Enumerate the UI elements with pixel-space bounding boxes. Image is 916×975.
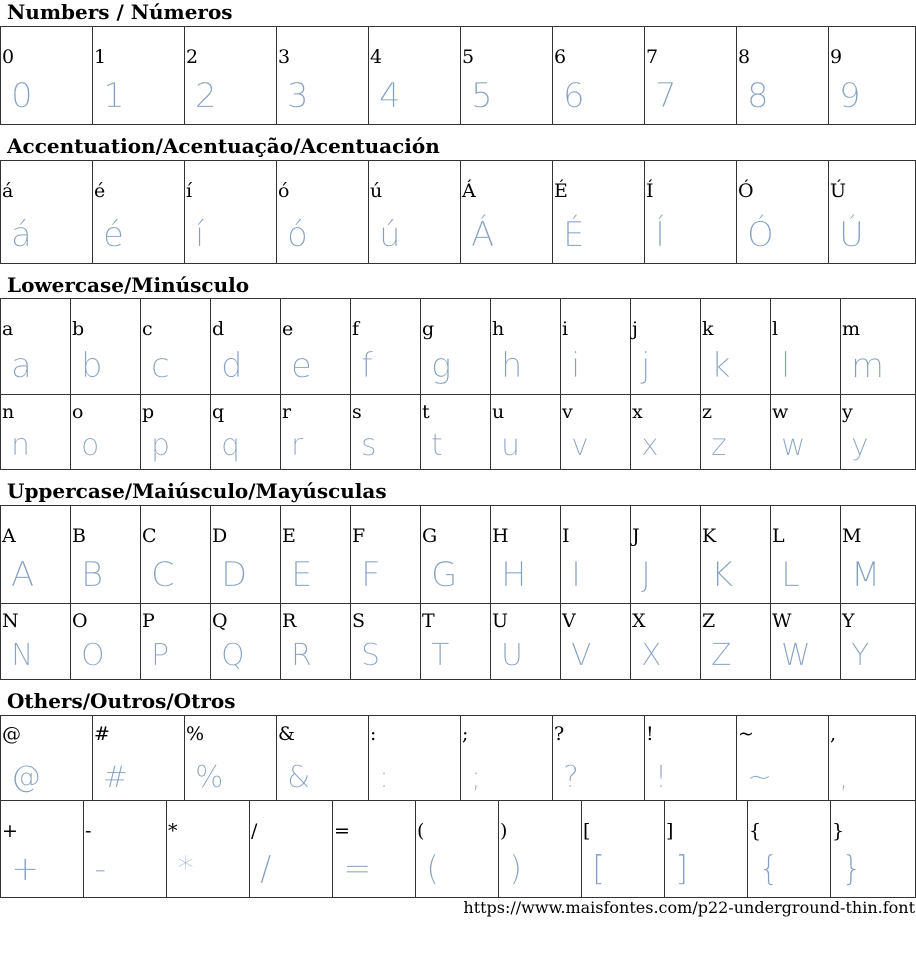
section-title-numbers: Numbers / Números [7, 0, 233, 24]
glyph-sample: 0 [11, 76, 33, 116]
glyph-sample: k [711, 346, 731, 386]
glyph-cell [368, 716, 460, 800]
glyph-cell [420, 506, 490, 603]
glyph-sample: v [571, 428, 589, 463]
glyph-cell [630, 299, 700, 394]
glyph-sample: / [260, 849, 272, 889]
glyph-sample: J [641, 555, 652, 595]
glyph-sample: P [151, 638, 170, 673]
glyph-label: I [562, 525, 570, 547]
glyph-cell [83, 801, 166, 897]
glyph-label: h [492, 318, 505, 340]
glyph-label: ( [417, 820, 425, 842]
glyph-cell [415, 801, 498, 897]
glyph-cell [700, 603, 770, 679]
source-url[interactable]: https://www.maisfontes.com/p22-underground-thin.font [463, 898, 915, 917]
glyph-label: Y [842, 610, 855, 632]
glyph-cell [140, 299, 210, 394]
glyph-sample: D [221, 555, 248, 595]
glyph-sample: 4 [379, 76, 401, 116]
glyph-cell [280, 394, 350, 469]
glyph-cell [92, 27, 184, 124]
glyph-cell [92, 716, 184, 800]
glyph-cell [560, 299, 630, 394]
glyph-label: & [278, 723, 295, 745]
glyph-sample: M [851, 555, 881, 595]
glyph-label: V [562, 610, 576, 632]
glyph-sample: * [177, 849, 194, 889]
glyph-label: Q [212, 610, 228, 632]
glyph-cell [210, 506, 280, 603]
glyph-label: ú [370, 180, 383, 202]
glyph-label: # [94, 723, 110, 745]
glyph-label: 0 [2, 46, 15, 68]
glyph-cell [0, 603, 70, 679]
glyph-label: j [632, 318, 638, 340]
glyph-sample: 7 [655, 76, 677, 116]
glyph-sample: S [361, 638, 381, 673]
glyph-row-accents [0, 160, 916, 264]
glyph-label: B [72, 525, 86, 547]
glyph-cell [70, 299, 140, 394]
glyph-sample: @ [11, 760, 41, 795]
glyph-label: g [422, 318, 435, 340]
glyph-cell [210, 299, 280, 394]
glyph-cell [368, 161, 460, 263]
glyph-label: E [282, 525, 296, 547]
glyph-label: Á [462, 180, 476, 202]
glyph-sample: i [571, 346, 581, 386]
glyph-sample: l [781, 346, 791, 386]
glyph-cell [420, 603, 490, 679]
glyph-cell [280, 603, 350, 679]
section-title-lowercase: Lowercase/Minúsculo [7, 273, 250, 297]
glyph-label: 8 [738, 46, 751, 68]
glyph-sample: F [361, 555, 381, 595]
glyph-sample: W [781, 638, 811, 673]
glyph-cell [460, 716, 552, 800]
glyph-label: o [72, 401, 84, 423]
glyph-label: R [282, 610, 297, 632]
glyph-label: ] [666, 820, 674, 842]
glyph-cell [490, 603, 560, 679]
glyph-label: M [842, 525, 862, 547]
glyph-cell [280, 506, 350, 603]
glyph-sample: w [781, 428, 806, 463]
glyph-cell [140, 506, 210, 603]
glyph-cell [770, 299, 840, 394]
glyph-cell [210, 603, 280, 679]
glyph-cell [700, 394, 770, 469]
glyph-sample: N [11, 638, 34, 673]
glyph-sample: 5 [471, 76, 493, 116]
glyph-cell [552, 716, 644, 800]
glyph-label: N [2, 610, 19, 632]
glyph-sample: 2 [195, 76, 217, 116]
glyph-sample: Ó [747, 215, 774, 255]
glyph-label: X [632, 610, 646, 632]
glyph-label: 1 [94, 46, 107, 68]
glyph-sample: s [361, 428, 377, 463]
section-title-accents: Accentuation/Acentuação/Acentuación [7, 134, 440, 158]
glyph-cell [184, 716, 276, 800]
glyph-label: W [772, 610, 792, 632]
glyph-label: @ [2, 723, 21, 745]
glyph-sample: 1 [103, 76, 125, 116]
glyph-label: 7 [646, 46, 659, 68]
glyph-sample: Á [471, 215, 495, 255]
glyph-sample: é [103, 215, 124, 255]
glyph-cell [490, 299, 560, 394]
glyph-sample: x [641, 428, 659, 463]
glyph-sample: 9 [839, 76, 861, 116]
glyph-label: w [772, 401, 789, 423]
glyph-sample: E [291, 555, 313, 595]
glyph-sample: á [11, 215, 32, 255]
glyph-sample: a [11, 346, 32, 386]
glyph-cell [840, 506, 916, 603]
glyph-label: ó [278, 180, 290, 202]
glyph-label: H [492, 525, 509, 547]
glyph-cell [70, 603, 140, 679]
glyph-cell [770, 506, 840, 603]
glyph-cell [840, 603, 916, 679]
glyph-label: 9 [830, 46, 843, 68]
glyph-label: s [352, 401, 362, 423]
glyph-sample: 3 [287, 76, 309, 116]
glyph-sample: t [431, 428, 443, 463]
glyph-sample: { [758, 849, 780, 889]
glyph-row-numbers [0, 26, 916, 125]
glyph-sample: + [11, 849, 40, 889]
glyph-label: F [352, 525, 366, 547]
glyph-cell [736, 27, 828, 124]
glyph-sample: O [81, 638, 105, 673]
glyph-sample: , [839, 760, 849, 795]
glyph-cell [350, 299, 420, 394]
glyph-cell [0, 27, 92, 124]
glyph-label: í [186, 180, 193, 202]
glyph-label: ? [554, 723, 565, 745]
glyph-cell [184, 27, 276, 124]
glyph-label: m [842, 318, 861, 340]
glyph-cell [560, 603, 630, 679]
glyph-label: n [2, 401, 15, 423]
glyph-sample: j [641, 346, 651, 386]
glyph-sample: z [711, 428, 727, 463]
glyph-sample: í [195, 215, 205, 255]
glyph-label: z [702, 401, 713, 423]
glyph-cell [828, 716, 916, 800]
glyph-label: G [422, 525, 438, 547]
section-title-uppercase: Uppercase/Maiúsculo/Mayúsculas [7, 479, 387, 503]
glyph-sample: É [563, 215, 585, 255]
glyph-label: ; [462, 723, 469, 745]
glyph-cell [460, 161, 552, 263]
glyph-label: 4 [370, 46, 383, 68]
glyph-sample: : [379, 760, 390, 795]
glyph-sample: n [11, 428, 31, 463]
glyph-sample: e [291, 346, 312, 386]
glyph-sample: p [151, 428, 171, 463]
glyph-cell [184, 161, 276, 263]
glyph-sample: U [501, 638, 523, 673]
glyph-label: r [282, 401, 292, 423]
glyph-cell [552, 161, 644, 263]
glyph-label: u [492, 401, 505, 423]
glyph-cell [490, 394, 560, 469]
glyph-cell [498, 801, 581, 897]
glyph-sample: ~ [747, 760, 773, 795]
glyph-label: % [186, 723, 205, 745]
glyph-label: f [352, 318, 360, 340]
glyph-sample: g [431, 346, 452, 386]
glyph-sample: = [343, 849, 372, 889]
glyph-sample: ; [471, 760, 482, 795]
glyph-label: Ú [830, 180, 847, 202]
glyph-label: é [94, 180, 106, 202]
glyph-sample: y [851, 428, 869, 463]
glyph-label: y [842, 401, 853, 423]
glyph-label: [ [583, 820, 591, 842]
glyph-cell [420, 394, 490, 469]
glyph-sample: # [103, 760, 129, 795]
glyph-cell [630, 394, 700, 469]
glyph-sample: Ú [839, 215, 864, 255]
glyph-row-uppercase-1 [0, 505, 916, 604]
glyph-sample: G [431, 555, 458, 595]
glyph-sample: o [81, 428, 100, 463]
glyph-label: ~ [738, 723, 754, 745]
glyph-label: * [168, 820, 178, 842]
glyph-cell [770, 394, 840, 469]
glyph-cell [350, 603, 420, 679]
glyph-label: b [72, 318, 85, 340]
glyph-cell [92, 161, 184, 263]
glyph-cell [747, 801, 830, 897]
glyph-label: J [632, 525, 640, 547]
glyph-label: A [2, 525, 16, 547]
glyph-row-lowercase-1 [0, 298, 916, 395]
glyph-cell [0, 299, 70, 394]
glyph-label: : [370, 723, 377, 745]
glyph-label: ) [500, 820, 508, 842]
glyph-label: Ó [738, 180, 754, 202]
glyph-row-others-2 [0, 800, 916, 898]
glyph-sample: ] [675, 849, 689, 889]
glyph-cell [420, 299, 490, 394]
glyph-cell [0, 506, 70, 603]
glyph-sample: ú [379, 215, 401, 255]
glyph-sample: C [151, 555, 175, 595]
glyph-cell [664, 801, 747, 897]
glyph-label: Í [646, 180, 654, 202]
glyph-label: S [352, 610, 366, 632]
glyph-label: = [334, 820, 350, 842]
glyph-label: k [702, 318, 714, 340]
glyph-sample: ! [655, 760, 668, 795]
glyph-cell [0, 801, 83, 897]
glyph-cell [70, 394, 140, 469]
glyph-label: D [212, 525, 228, 547]
glyph-label: É [554, 180, 568, 202]
glyph-row-others-1 [0, 715, 916, 801]
glyph-sample: V [571, 638, 592, 673]
glyph-label: 3 [278, 46, 291, 68]
glyph-label: ! [646, 723, 654, 745]
glyph-cell [490, 506, 560, 603]
glyph-label: C [142, 525, 157, 547]
glyph-cell [644, 27, 736, 124]
glyph-row-lowercase-2 [0, 394, 916, 470]
glyph-sample: B [81, 555, 104, 595]
glyph-cell [210, 394, 280, 469]
glyph-sample: m [851, 346, 885, 386]
glyph-label: a [2, 318, 14, 340]
glyph-cell [350, 394, 420, 469]
glyph-cell [276, 27, 368, 124]
glyph-cell [736, 716, 828, 800]
glyph-label: { [749, 820, 762, 842]
glyph-label: Z [702, 610, 716, 632]
glyph-cell [140, 394, 210, 469]
section-title-others: Others/Outros/Otros [7, 689, 236, 713]
glyph-sample: R [291, 638, 312, 673]
glyph-label: 2 [186, 46, 199, 68]
glyph-sample: d [221, 346, 243, 386]
glyph-label: i [562, 318, 569, 340]
glyph-label: / [251, 820, 258, 842]
glyph-cell [581, 801, 664, 897]
glyph-label: } [832, 820, 845, 842]
glyph-cell [830, 801, 916, 897]
glyph-cell [70, 506, 140, 603]
glyph-label: P [142, 610, 155, 632]
glyph-label: t [422, 401, 430, 423]
glyph-label: K [702, 525, 717, 547]
glyph-label: q [212, 401, 225, 423]
glyph-sample: ) [509, 849, 523, 889]
glyph-label: - [85, 820, 92, 842]
glyph-cell [770, 603, 840, 679]
glyph-sample: H [501, 555, 527, 595]
glyph-cell [630, 603, 700, 679]
glyph-label: á [2, 180, 14, 202]
glyph-cell [828, 27, 916, 124]
glyph-cell [140, 603, 210, 679]
glyph-cell [644, 716, 736, 800]
glyph-sample: } [841, 849, 863, 889]
glyph-cell [560, 506, 630, 603]
glyph-label: 5 [462, 46, 475, 68]
glyph-sample: [ [592, 849, 606, 889]
glyph-cell [840, 394, 916, 469]
glyph-sample: I [571, 555, 582, 595]
glyph-label: x [632, 401, 643, 423]
glyph-sample: K [711, 555, 734, 595]
glyph-cell [460, 27, 552, 124]
glyph-row-uppercase-2 [0, 603, 916, 680]
glyph-sample: ? [563, 760, 579, 795]
glyph-sample: 6 [563, 76, 585, 116]
glyph-sample: Z [711, 638, 732, 673]
glyph-sample: & [287, 760, 311, 795]
glyph-sample: ó [287, 215, 308, 255]
glyph-label: + [2, 820, 18, 842]
glyph-cell [249, 801, 332, 897]
glyph-sample: L [781, 555, 800, 595]
glyph-label: O [72, 610, 88, 632]
glyph-cell [276, 161, 368, 263]
glyph-sample: A [11, 555, 35, 595]
glyph-cell [332, 801, 415, 897]
glyph-label: 6 [554, 46, 567, 68]
glyph-label: L [772, 525, 785, 547]
glyph-cell [840, 299, 916, 394]
glyph-cell [828, 161, 916, 263]
glyph-sample: T [431, 638, 450, 673]
glyph-sample: X [641, 638, 662, 673]
glyph-sample: 8 [747, 76, 769, 116]
glyph-label: p [142, 401, 155, 423]
glyph-label: e [282, 318, 294, 340]
glyph-sample: % [195, 760, 224, 795]
glyph-sample: Y [851, 638, 870, 673]
glyph-cell [350, 506, 420, 603]
glyph-sample: u [501, 428, 521, 463]
glyph-sample: Q [221, 638, 245, 673]
glyph-sample: r [291, 428, 304, 463]
glyph-cell [552, 27, 644, 124]
glyph-cell [368, 27, 460, 124]
glyph-sample: ( [426, 849, 440, 889]
glyph-label: l [772, 318, 779, 340]
glyph-cell [560, 394, 630, 469]
glyph-cell [276, 716, 368, 800]
glyph-label: U [492, 610, 509, 632]
glyph-sample: h [501, 346, 523, 386]
glyph-cell [0, 716, 92, 800]
glyph-sample: c [151, 346, 170, 386]
glyph-cell [630, 506, 700, 603]
glyph-sample: b [81, 346, 103, 386]
glyph-cell [0, 394, 70, 469]
glyph-cell [736, 161, 828, 263]
glyph-sample: Í [655, 215, 666, 255]
glyph-cell [280, 299, 350, 394]
glyph-label: d [212, 318, 225, 340]
glyph-label: c [142, 318, 153, 340]
glyph-cell [644, 161, 736, 263]
glyph-cell [0, 161, 92, 263]
glyph-sample: - [94, 849, 107, 889]
glyph-label: v [562, 401, 573, 423]
glyph-cell [166, 801, 249, 897]
glyph-sample: q [221, 428, 241, 463]
glyph-sample: f [361, 346, 373, 386]
glyph-label: , [830, 723, 837, 745]
glyph-cell [700, 299, 770, 394]
glyph-label: T [422, 610, 435, 632]
glyph-cell [700, 506, 770, 603]
